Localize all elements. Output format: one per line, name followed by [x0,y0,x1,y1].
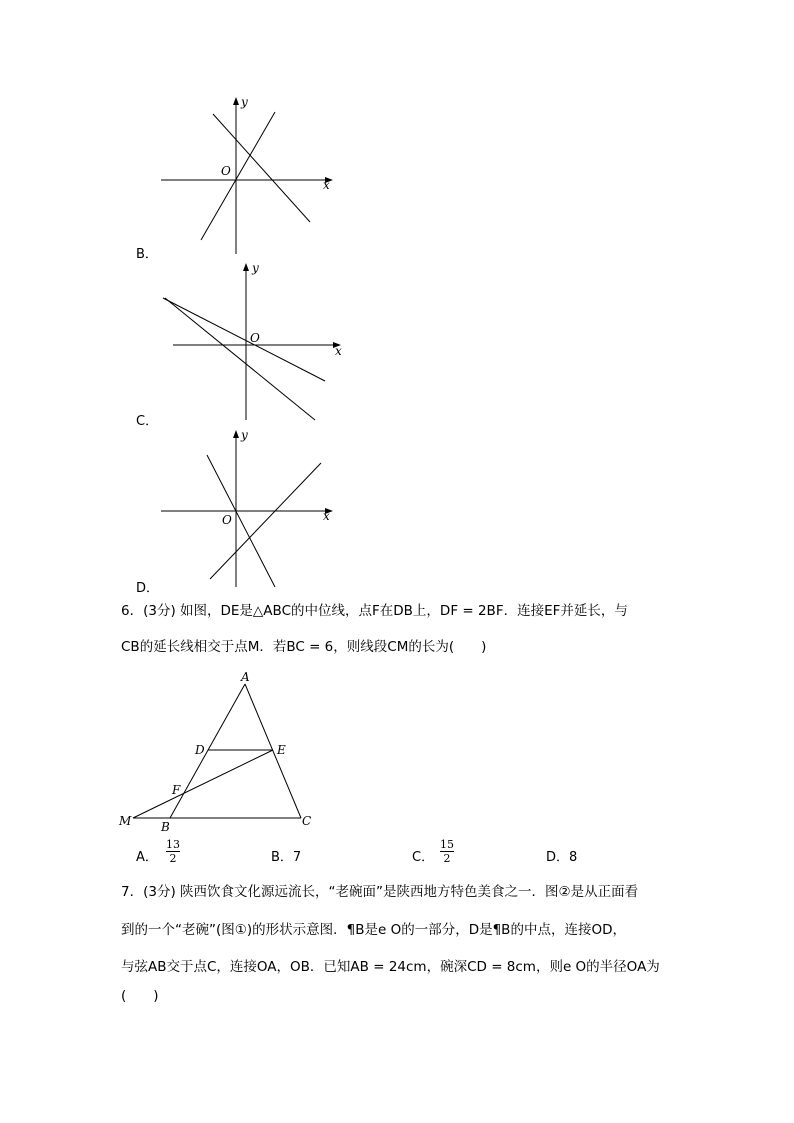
graph-option-c [155,258,355,424]
choice-a-denominator: 2 [169,852,177,865]
point-label-c: C [302,814,312,828]
choice-c-label: C． [412,850,435,865]
point-label-a: A [241,670,250,684]
origin-label: O [222,513,232,527]
graph-option-d [155,425,345,591]
option-c-label: C． [136,414,159,429]
origin-label: O [250,331,260,345]
point-label-m: M [119,814,132,828]
axis-label-y: y [241,95,248,109]
choice-a-label: A． [136,850,158,865]
point-label-d: D [195,743,205,757]
choice-a-fraction [166,838,180,865]
question-7-line-1: 7．(3分) 陕西饮食文化源远流长，“老碗面”是陕西地方特色美食之一．图②是从正面看 [121,884,639,900]
axis-label-y: y [241,428,248,442]
choice-a-numerator: 13 [166,838,180,851]
point-label-b: B [161,820,170,834]
question-6-line-1: 6．(3分) 如图，DE是△ABC的中位线，点F在DB上，DF = 2BF．连接EF并延长，与 [121,603,628,619]
question-7-line-2: 到的一个“老碗”(图①)的形状示意图．¶B是e O的一部分，D是¶B的中点，连接OD， [121,922,626,938]
question-7-line-4: ( ) [121,988,159,1004]
axis-label-y: y [252,261,259,275]
choice-b: B．7 [271,850,302,865]
point-label-e: E [277,743,286,757]
question-6-line-2: CB的延长线相交于点M．若BC = 6，则线段CM的长为( ) [121,639,487,655]
choice-c-fraction [440,838,454,865]
axis-label-x: x [323,509,330,523]
point-label-f: F [172,783,181,797]
option-b-label: B． [136,247,158,262]
question-7-line-3: 与弦AB交于点C，连接OA，OB．已知AB = 24cm，碗深CD = 8cm，则e O的半径OA为 [121,959,660,975]
axis-label-x: x [323,178,330,192]
axis-label-x: x [335,344,342,358]
choice-c-denominator: 2 [443,852,451,865]
origin-label: O [221,164,231,178]
triangle-figure [115,668,325,836]
choice-d: D．8 [546,850,578,865]
option-d-label: D． [136,581,160,596]
choice-c-numerator: 15 [440,838,454,851]
graph-option-b [155,92,345,258]
